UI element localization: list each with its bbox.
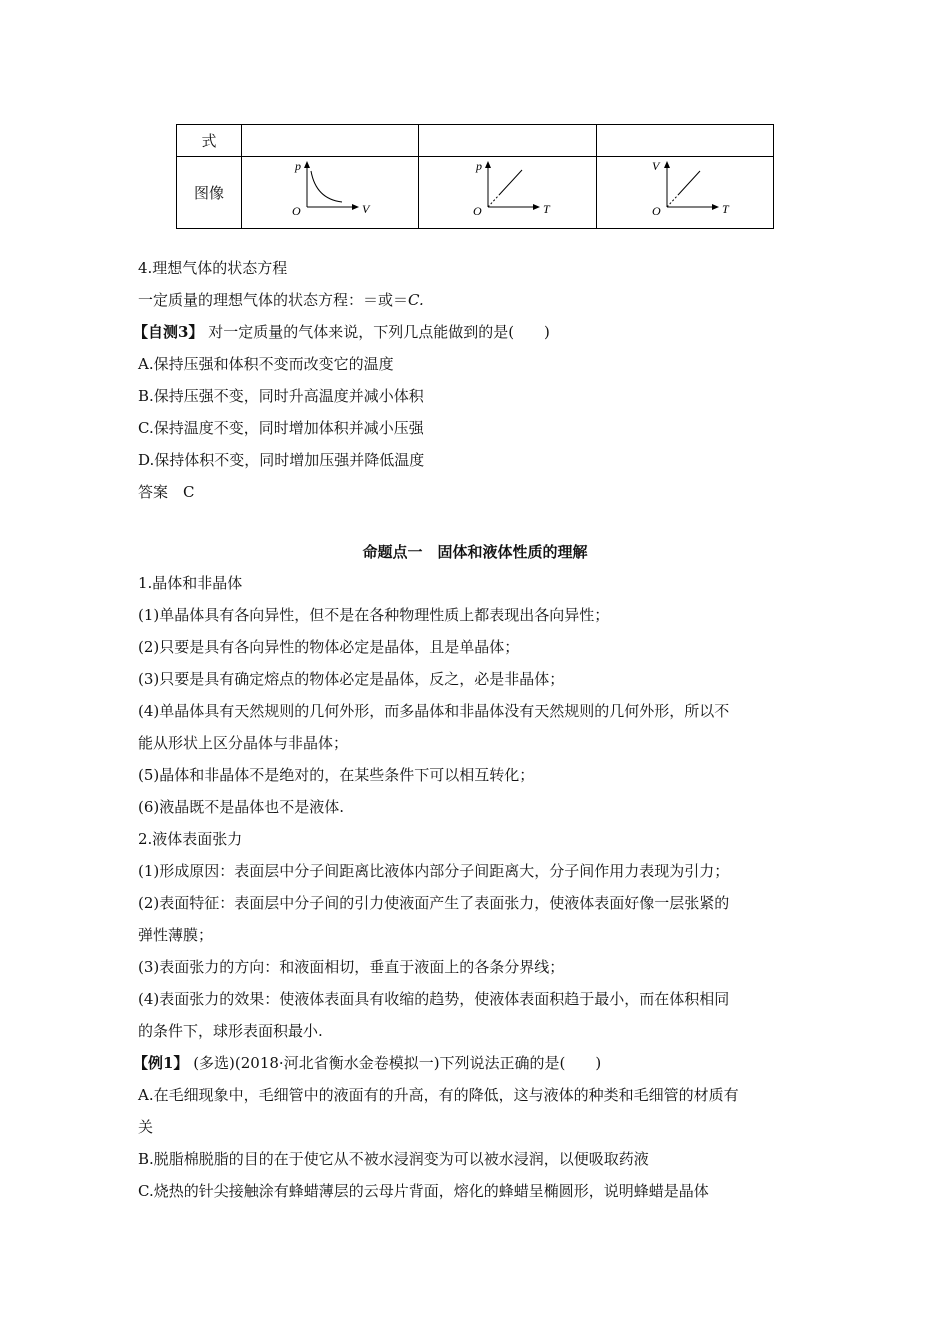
tension-item: (3)表面张力的方向：和液面相切，垂直于液面上的各条分界线； <box>138 958 565 976</box>
q3-option-a: A.保持压强和体积不变而改变它的温度 <box>138 355 394 373</box>
vt-graph <box>597 157 777 229</box>
ex1-option-c: C.烧热的针尖接触涂有蜂蜡薄层的云母片背面，熔化的蜂蜡呈椭圆形，说明蜂蜡是晶体 <box>138 1182 709 1200</box>
graph-cell-isochoric <box>419 157 596 229</box>
gas-law-table <box>176 124 774 228</box>
crystal-title: 1.晶体和非晶体 <box>138 574 243 592</box>
graph-cell-isothermal <box>242 157 419 229</box>
q3-option-b: B.保持压强不变，同时升高温度并减小体积 <box>138 387 424 405</box>
y-axis-label: p <box>476 159 483 173</box>
crystal-item: (4)单晶体具有天然规则的几何外形，而多晶体和非晶体没有天然规则的几何外形，所以不 <box>138 702 730 720</box>
q3-label: 【自测3】 <box>133 323 204 341</box>
tension-item: (4)表面张力的效果：使液体表面具有收缩的趋势，使液体表面积趋于最小，而在体积相同 <box>138 990 730 1008</box>
tension-item: 弹性薄膜； <box>138 926 214 944</box>
crystal-item: (5)晶体和非晶体不是绝对的，在某些条件下可以相互转化； <box>138 766 535 784</box>
ex1-option-a: A.在毛细现象中，毛细管中的液面有的升高，有的降低，这与液体的种类和毛细管的材质有 <box>138 1086 739 1104</box>
ex1-stem <box>133 1053 601 1073</box>
state-equation-line <box>138 290 424 310</box>
x-axis-label: V <box>362 202 370 216</box>
tension-item: (1)形成原因：表面层中分子间距离比液体内部分子间距离大，分子间作用力表现为引力； <box>138 862 730 880</box>
q3-answer: 答案 C <box>138 483 195 501</box>
crystal-item: (3)只要是具有确定熔点的物体必定是晶体，反之，必是非晶体； <box>138 670 565 688</box>
formula-cell-2 <box>419 125 596 157</box>
constant-c: C. <box>408 291 424 309</box>
x-axis-label: T <box>543 202 551 216</box>
section-heading: 命题点一 固体和液体性质的理解 <box>362 543 588 561</box>
y-axis-label: p <box>295 159 301 173</box>
pt-graph <box>419 157 599 229</box>
ex1-option-b: B.脱脂棉脱脂的目的在于使它从不被水浸润变为可以被水浸润，以便吸取药液 <box>138 1150 649 1168</box>
q3-option-d: D.保持体积不变，同时增加压强并降低温度 <box>138 451 425 469</box>
crystal-item: (2)只要是具有各向异性的物体必定是晶体，且是单晶体； <box>138 638 520 656</box>
ex1-text: (多选)(2018·河北省衡水金卷模拟一)下列说法正确的是( ) <box>188 1054 602 1072</box>
graph-row-label: 图像 <box>177 157 242 229</box>
tension-item: 的条件下，球形表面积最小. <box>138 1022 323 1040</box>
ex1-label: 【例1】 <box>133 1054 189 1072</box>
formula-cell-3 <box>596 125 773 157</box>
q3-option-c: C.保持温度不变，同时增加体积并减小压强 <box>138 419 424 437</box>
origin-label: O <box>292 204 301 218</box>
pv-graph <box>242 157 412 229</box>
state-equation-text: 一定质量的理想气体的状态方程：＝或＝ <box>138 291 409 309</box>
tension-title: 2.液体表面张力 <box>138 830 243 848</box>
tension-item: (2)表面特征：表面层中分子间的引力使液面产生了表面张力，使液体表面好像一层张紧的 <box>138 894 730 912</box>
origin-label: O <box>651 204 661 218</box>
q3-stem <box>133 322 550 342</box>
crystal-item: 能从形状上区分晶体与非晶体； <box>138 734 349 752</box>
x-axis-label: T <box>721 202 729 216</box>
y-axis-label: V <box>651 159 659 173</box>
formula-cell-1 <box>242 125 419 157</box>
origin-label: O <box>473 204 482 218</box>
crystal-item: (1)单晶体具有各向异性，但不是在各种物理性质上都表现出各向异性； <box>138 606 610 624</box>
q3-text: 对一定质量的气体来说，下列几点能做到的是( ) <box>203 323 550 341</box>
crystal-item: (6)液晶既不是晶体也不是液体. <box>138 798 345 816</box>
ex1-option-a-cont: 关 <box>138 1118 154 1136</box>
formula-row-label: 式 <box>177 125 242 157</box>
graph-cell-isobaric <box>596 157 773 229</box>
section4-title: 4.理想气体的状态方程 <box>138 259 288 277</box>
